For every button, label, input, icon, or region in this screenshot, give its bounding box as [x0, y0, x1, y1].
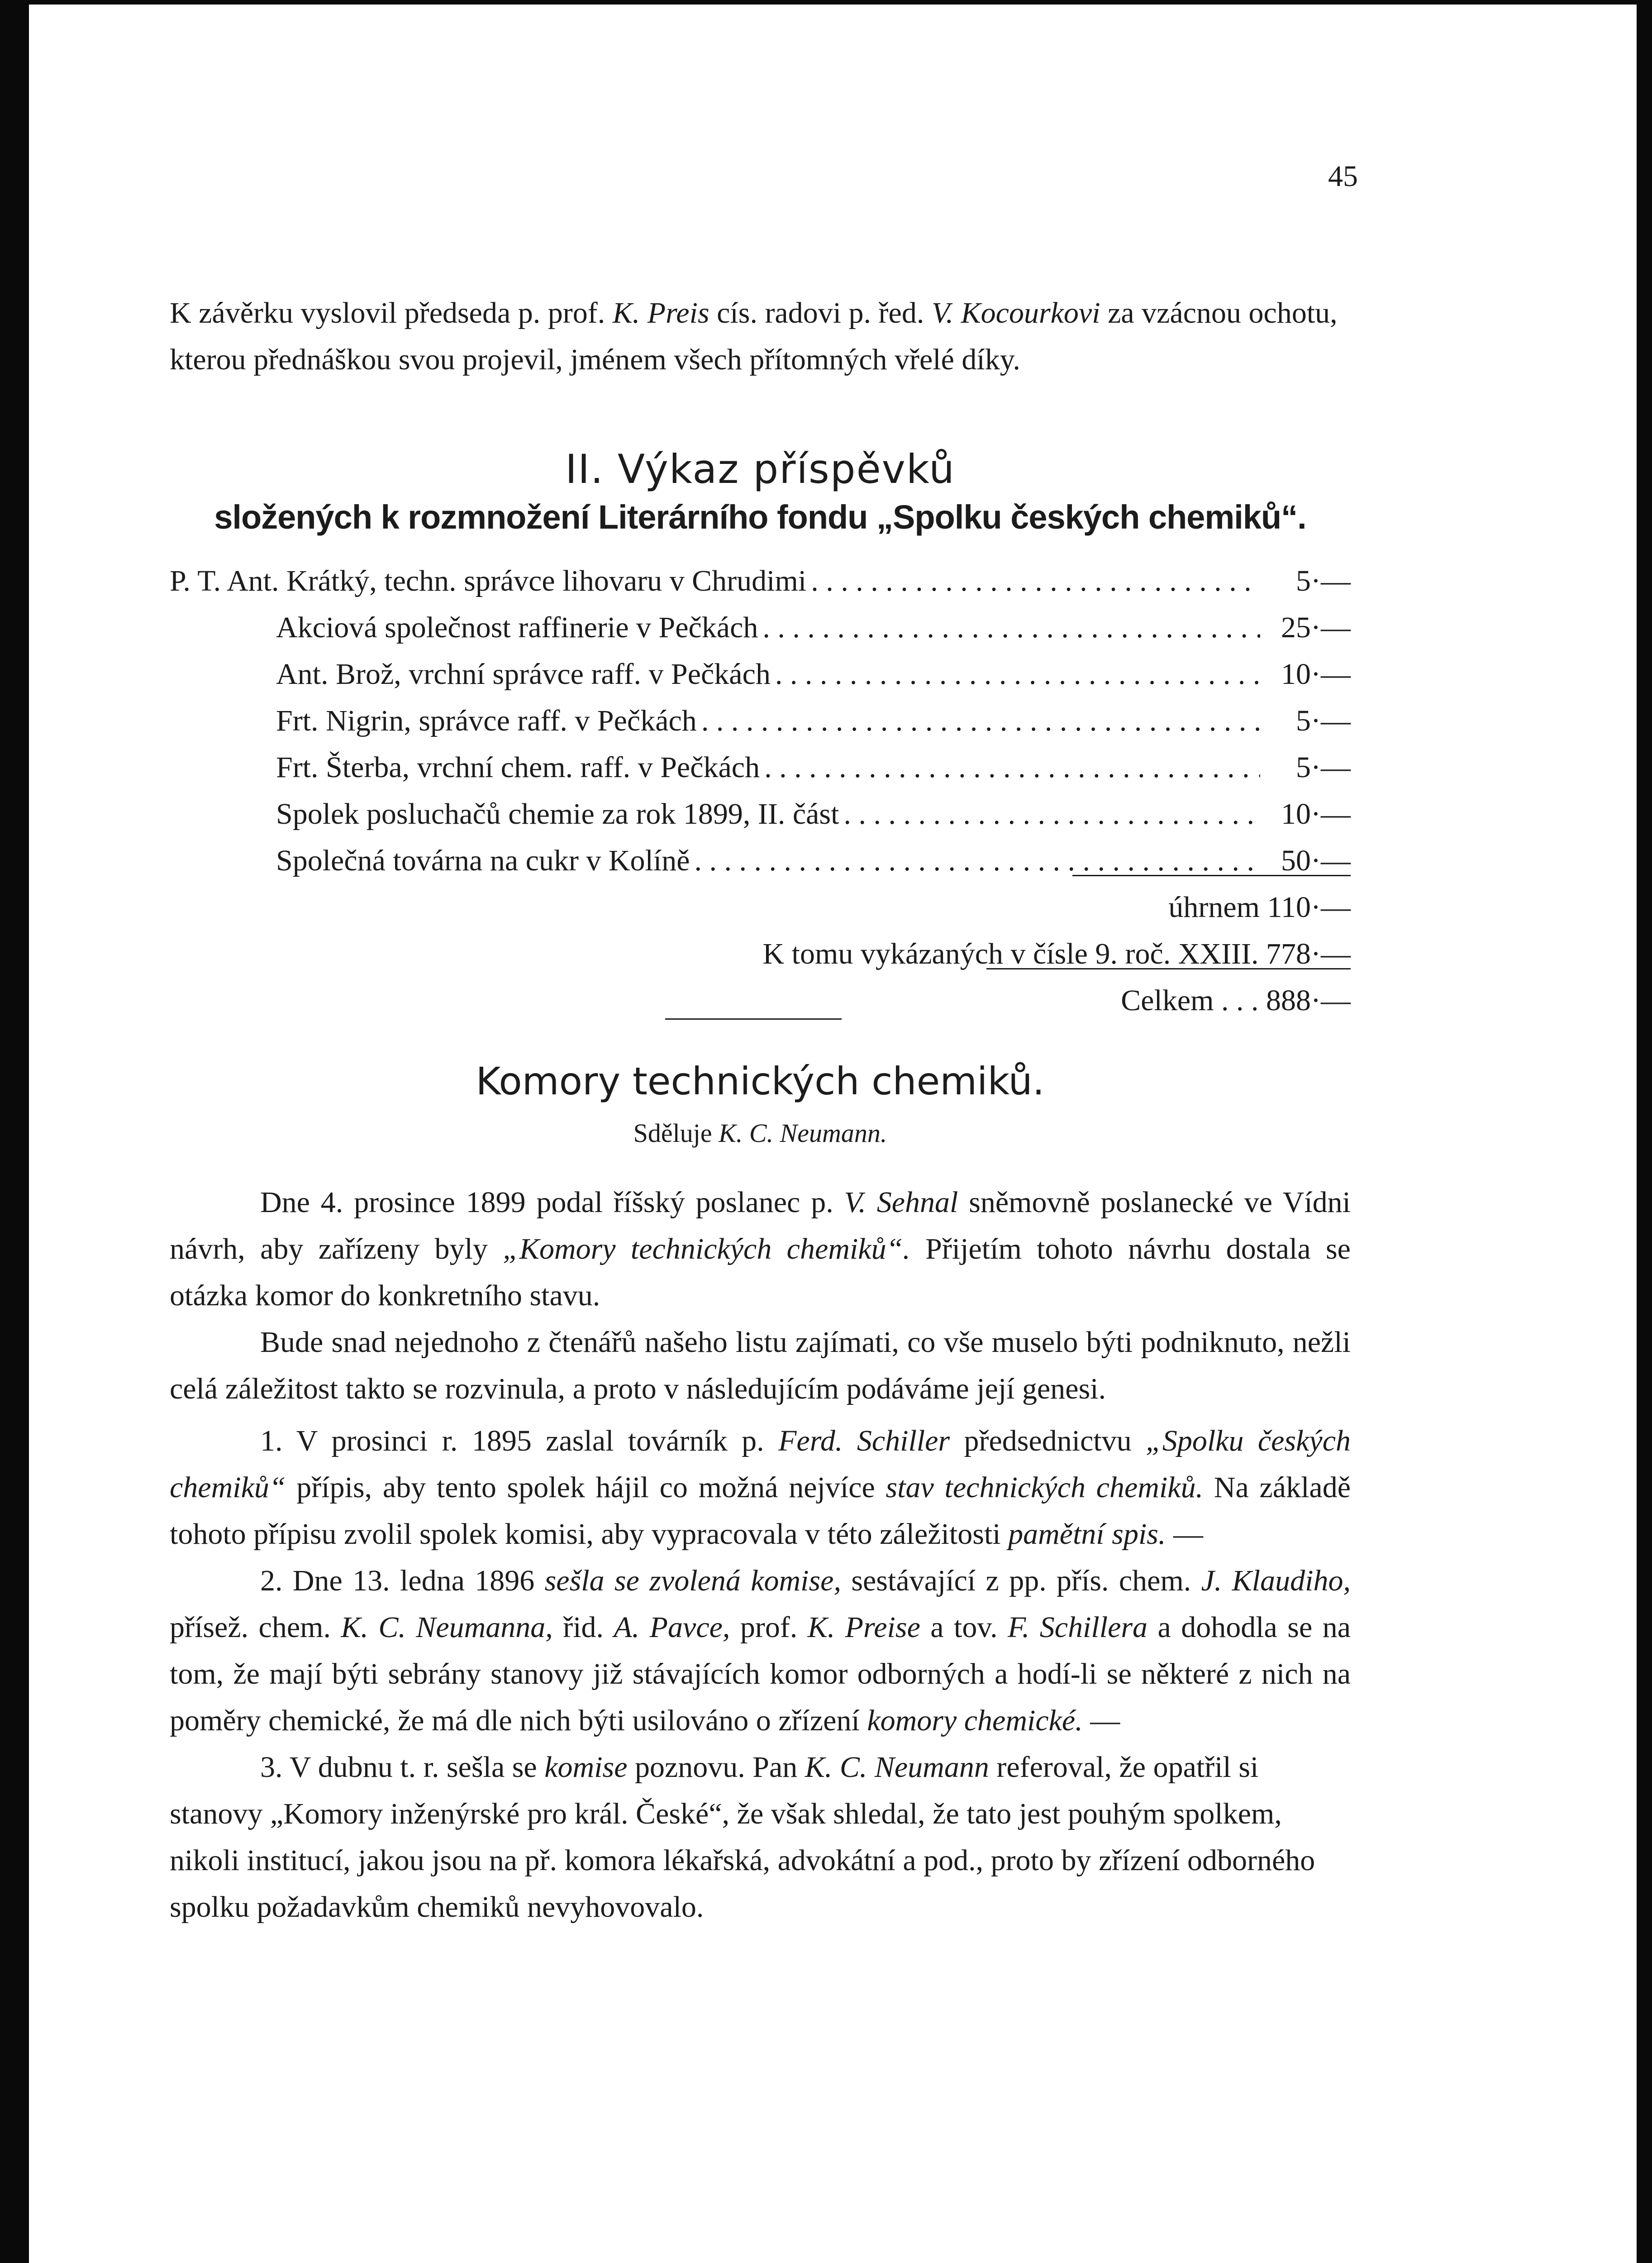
subtotal-row: úhrnem 110·— — [1168, 891, 1351, 924]
contribution-row — [170, 604, 1351, 651]
article-paragraph: 2. Dne 13. ledna 1896 sešla se zvolená komise, sestávající z pp. přís. chem. J. Klaudiho, přísež. chem. K. C. Neumanna, řid. A. Pavce, prof. K. Preise a tov. F. Schillera a dohodla se na tom, že mají býti sebrány stanovy již stávajících komor odborných a hodí-li se některé z nich na poměry chemické, že má dle nich býti usilováno o zřízení komory chemické. — — [170, 1564, 1351, 1737]
leader-dots — [764, 744, 1260, 791]
sum-rule — [1072, 875, 1351, 876]
grand-total-row: Celkem . . . 888·— — [1121, 984, 1351, 1017]
leader-dots — [775, 651, 1260, 697]
contribution-section — [170, 446, 1351, 536]
article-paragraph: Dne 4. prosince 1899 podal říšský poslanec p. V. Sehnal sněmovně poslanecké ve Vídni návrh, aby zařízeny byly „Komory technických chemiků“. Přijetím tohoto návrhu dostala se otázka komor do konkretního stavu. — [170, 1186, 1351, 1312]
article-paragraph: 3. V dubnu t. r. sešla se komise poznovu. Pan K. C. Neumann referoval, že opatřil si stanovy „Komory inženýrské pro král. České“, že však shledal, že tato jest pouhým spolkem, nikoli institucí, jakou jsou na př. komora lékařská, advokátní a pod., proto by zřízení odborného spolku požadavkům chemiků nevyhovovalo. — [170, 1751, 1315, 1924]
article-title: Komory technických chemiků. — [476, 1059, 1045, 1103]
contribution-row — [170, 558, 1351, 604]
contribution-row — [170, 651, 1351, 697]
page-number: 45 — [1328, 160, 1358, 193]
contributor-name: Akciová společnost raffinerie v Pečkách — [276, 611, 758, 644]
section-title: II. Výkaz příspěvků — [565, 446, 955, 492]
contributor-name: Ant. Brož, vrchní správce raff. v Pečkách — [276, 658, 771, 691]
leader-dots — [701, 697, 1260, 744]
article-paragraph: Bude snad nejednoho z čtenářů našeho listu zajímati, co vše muselo býti podniknuto, nežli celá záležitost takto se rozvinula, a proto v následujícím podáváme její genesi. — [170, 1326, 1351, 1405]
scan-border-right — [1637, 0, 1652, 2263]
contribution-amount: 5·— — [1296, 564, 1351, 597]
contribution-row — [170, 697, 1351, 744]
scan-border-top — [0, 0, 1652, 5]
carried-total-row: K tomu vykázaných v čísle 9. roč. XXIII. 778·— — [762, 937, 1351, 970]
contribution-amount: 10·— — [1281, 797, 1351, 831]
leader-dots — [811, 558, 1260, 604]
section-divider — [665, 1018, 842, 1020]
contributor-name: Společná továrna na cukr v Kolíně — [276, 844, 690, 877]
contribution-amount: 50·— — [1281, 844, 1351, 877]
contribution-row — [170, 837, 1351, 884]
closing-text: K závěrku vyslovil předseda p. prof. K. Preis cís. radovi p. řed. V. Kocourkovi za vzácnou ochotu, kterou přednáškou svou projevil, jménem všech přítomných vřelé díky. — [170, 296, 1338, 376]
closing-paragraph — [170, 290, 1351, 383]
contributor-name: Spolek posluchačů chemie za rok 1899, II. část — [276, 797, 839, 831]
contribution-amount: 5·— — [1296, 751, 1351, 784]
contribution-amount: 5·— — [1296, 704, 1351, 737]
contribution-amount: 25·— — [1281, 611, 1351, 644]
article-byline: Sděluje K. C. Neumann. — [633, 1118, 887, 1148]
contribution-row — [170, 744, 1351, 791]
total-rule — [986, 968, 1351, 969]
leader-dots — [762, 604, 1260, 651]
article-paragraph: 1. V prosinci r. 1895 zaslal továrník p. Ferd. Schiller předsednictvu „Spolku českých chemiků“ přípis, aby tento spolek hájil co možná nejvíce stav technických chemiků. Na základě tohoto přípisu zvolil spolek komisi, aby vypracovala v této záležitosti pamětní spis. — — [170, 1424, 1351, 1551]
scan-border-left — [0, 0, 29, 2263]
contribution-list — [170, 558, 1351, 1024]
contributor-name: Frt. Šterba, vrchní chem. raff. v Pečkách — [276, 751, 760, 784]
article-body — [170, 1179, 1351, 1930]
leader-dots — [843, 791, 1260, 837]
contributor-name: P. T. Ant. Krátký, techn. správce lihovaru v Chrudimi — [170, 564, 807, 597]
contributor-name: Frt. Nigrin, správce raff. v Pečkách — [276, 704, 697, 737]
leader-dots — [695, 837, 1260, 884]
contribution-amount: 10·— — [1281, 658, 1351, 691]
contribution-row — [170, 791, 1351, 837]
section-subtitle: složených k rozmnožení Literárního fondu „Spolku českých chemiků“. — [214, 498, 1306, 536]
